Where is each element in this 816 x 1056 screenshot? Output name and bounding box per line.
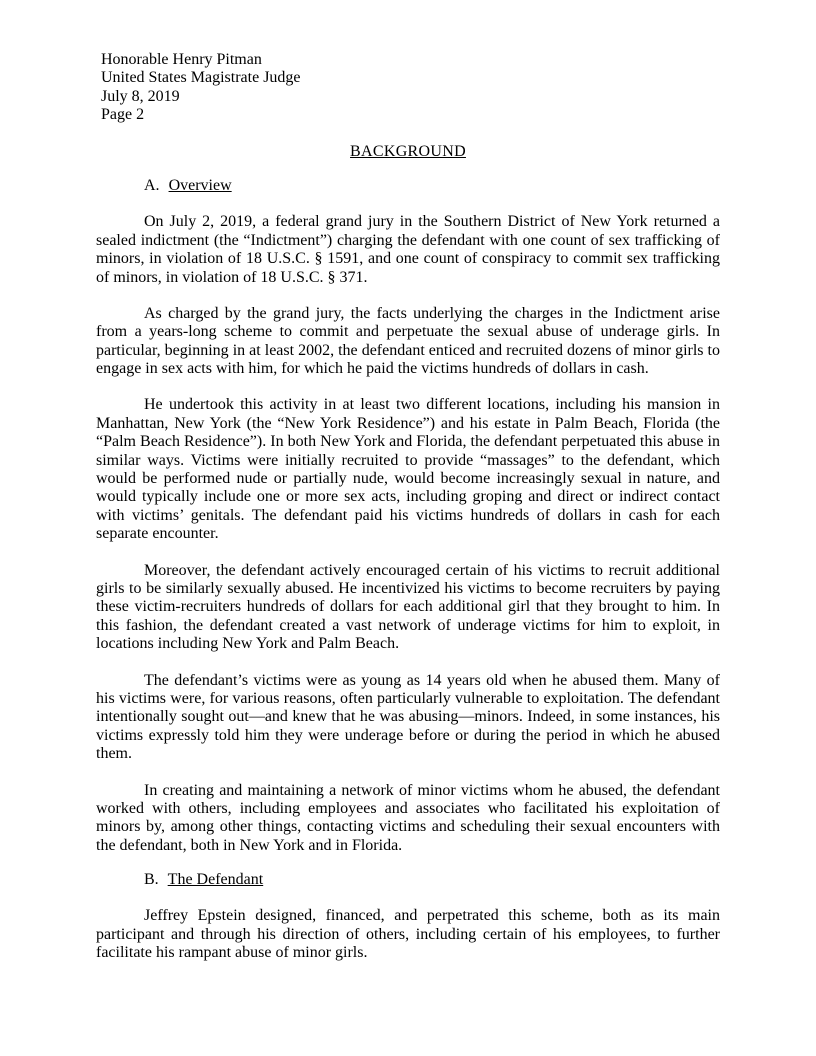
paragraph: Jeffrey Epstein designed, financed, and perpetrated this scheme, both as its main participant and through his direction of others, including certain of his employees, to further facilitate his rampant abuse of minor girls. (96, 907, 720, 962)
section-heading-the-defendant (96, 871, 720, 889)
document-title (96, 143, 720, 161)
paragraph: He undertook this activity in at least two different locations, including his mansion in Manhattan, New York (the “New York Residence”) and his estate in Palm Beach, Florida (the “Palm Beach Residence”). In both New York and Florida, the defendant perpetuated this abuse in similar ways. Victims were initially recruited to provide “massages” to the defendant, which would be performed nude or partially nude, would become increasingly sexual in nature, and would typically include one or more sex acts, including groping and direct or indirect contact with victims’ genitals. The defendant paid his victims hundreds of dollars in cash for each separate encounter. (96, 396, 720, 543)
section-heading-text: The Defendant (167, 871, 264, 889)
section-the-defendant (96, 871, 720, 963)
document-title-text: BACKGROUND (350, 142, 466, 160)
section-heading-overview (96, 177, 720, 195)
section-overview (96, 177, 720, 855)
header-line-recipient-name: Honorable Henry Pitman (101, 51, 262, 68)
paragraph: The defendant’s victims were as young as 14 years old when he abused them. Many of his victims were, for various reasons, often particularly vulnerable to exploitation. The defendant intentionally sought out—and knew that he was abusing—minors. Indeed, in some instances, his victims expressly told him they were underage before or during the period in which he abused them. (96, 671, 720, 763)
paragraph: Moreover, the defendant actively encouraged certain of his victims to recruit additional girls to be similarly sexually abused. He incentivized his victims to become recruiters by paying these victim-recruiters hundreds of dollars for each additional girl that they brought to him. In this fashion, the defendant created a vast network of underage victims for him to exploit, in locations including New York and Palm Beach. (96, 561, 720, 653)
recipient-header (101, 51, 720, 125)
header-line-recipient-title: United States Magistrate Judge (101, 69, 301, 87)
paragraph: On July 2, 2019, a federal grand jury in the Southern District of New York returned a sealed indictment (the “Indictment”) charging the defendant with one count of sex trafficking of minors, in violation of 18 U.S.C. § 1591, and one count of conspiracy to commit sex trafficking of minors, in violation of 18 U.S.C. § 371. (96, 213, 720, 286)
paragraph: As charged by the grand jury, the facts underlying the charges in the Indictment arise from a years-long scheme to commit and perpetuate the sexual abuse of underage girls. In particular, beginning in at least 2002, the defendant enticed and recruited dozens of minor girls to engage in sex acts with him, for which he paid the victims hundreds of dollars in cash. (96, 304, 720, 378)
section-heading-text: Overview (168, 176, 232, 194)
paragraph: In creating and maintaining a network of minor victims whom he abused, the defendant worked with others, including employees and associates who facilitated his exploitation of minors by, among other things, contacting victims and scheduling their sexual encounters with the defendant, both in New York and in Florida. (96, 781, 720, 854)
section-label: A. (144, 176, 160, 194)
header-line-page-number: Page 2 (101, 106, 145, 124)
section-label: B. (144, 871, 159, 889)
header-line-date: July 8, 2019 (101, 87, 180, 105)
